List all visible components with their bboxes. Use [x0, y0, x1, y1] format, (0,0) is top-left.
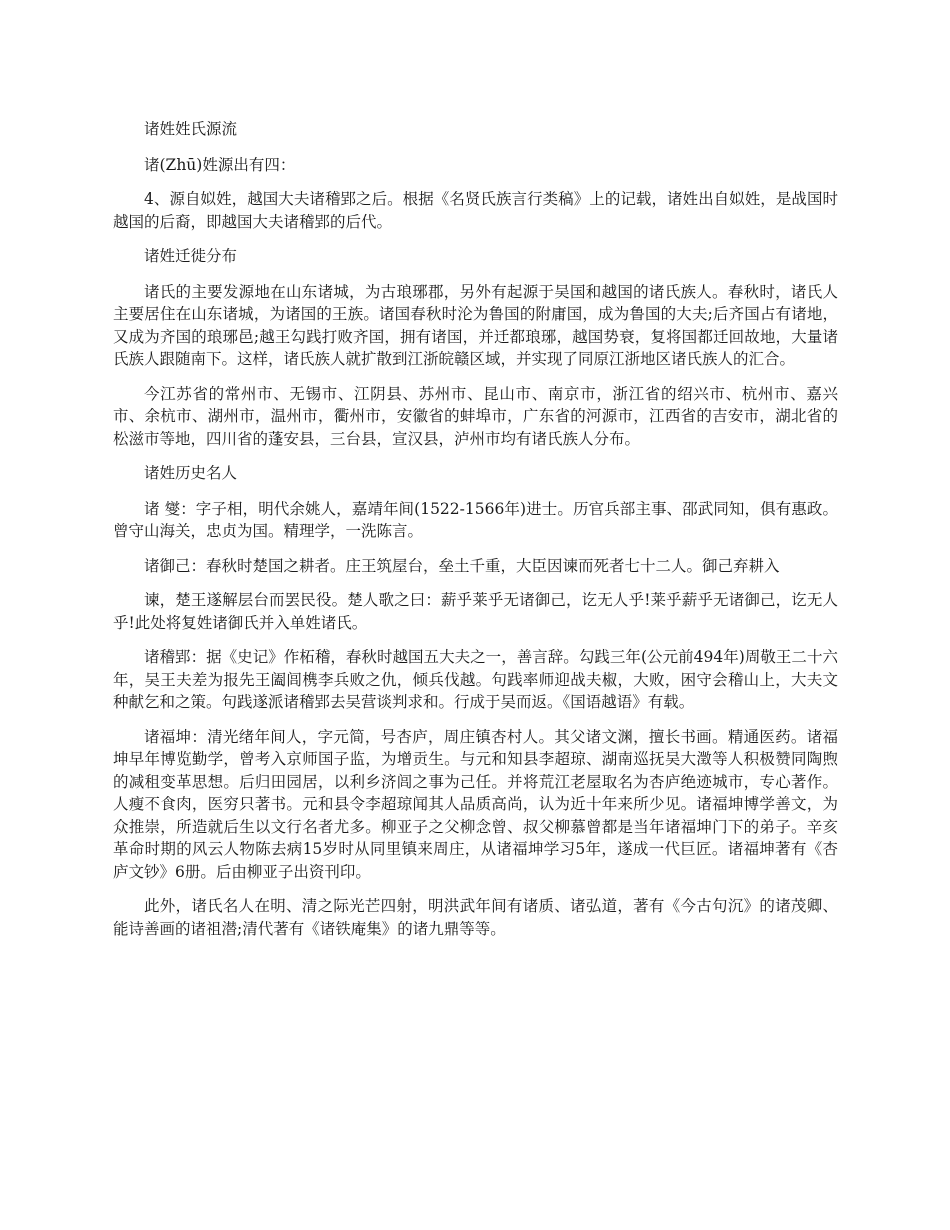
paragraph-other-notables: 此外，诸氏名人在明、清之际光芒四射，明洪武年间有诸质、诸弘道，著有《今古句沉》的诸茂卿、能诗善画的诸祖潜;清代著有《诸铁庵集》的诸九鼎等等。	[113, 897, 838, 938]
section-heading-famous-people: 诸姓历史名人	[144, 464, 238, 482]
paragraph-sources-intro: 诸(Zhū)姓源出有四：	[144, 155, 296, 174]
paragraph-source-4: 4、源自姒姓，越国大夫诸稽郢之后。根据《名贤氏族言行类稿》上的记载，诸姓出自姒姓，是战国时越国的后裔，即越国大夫诸稽郢的后代。	[113, 190, 838, 231]
paragraph-person-zhu-xie: 诸 燮：字子相，明代余姚人，嘉靖年间(1522-1566年)进士。历官兵部主事、邵武同知，俱有惠政。曾守山海关，忠贞为国。精理学，一洗陈言。	[113, 499, 838, 540]
document-page	[113, 118, 838, 952]
paragraph-distribution: 今江苏省的常州市、无锡市、江阴县、苏州市、昆山市、南京市，浙江省的绍兴市、杭州市、嘉兴市、余杭市、湖州市，温州市，衢州市，安徽省的蚌埠市，广东省的河源市，江西省的吉安市，湖北省的松滋市等地，四川省的蓬安县，三台县，宣汉县，泸州市均有诸氏族人分布。	[113, 384, 838, 448]
paragraph-person-zhu-yuji-cont: 谏，楚王遂解层台而罢民役。楚人歌之曰：薪乎莱乎无诸御己，讫无人乎!莱乎薪乎无诸御己，讫无人乎!此处将复姓诸御氏并入单姓诸氏。	[113, 591, 838, 632]
paragraph-migration-history: 诸氏的主要发源地在山东诸城，为古琅琊郡，另外有起源于吴国和越国的诸氏族人。春秋时，诸氏人主要居住在山东诸城，为诸国的王族。诸国春秋时沦为鲁国的附庸国，成为鲁国的大夫;后齐国占有诸地，又成为齐国的琅琊邑;越王勾践打败齐国，拥有诸国，并迁都琅琊，越国势衰，复将国都迁回故地，大量诸氏族人跟随南下。这样，诸氏族人就扩散到江浙皖赣区域，并实现了同原江浙地区诸氏族人的汇合。	[113, 282, 838, 368]
paragraph-person-zhu-fukun: 诸福坤：清光绪年间人，字元简，号杏庐，周庄镇杏村人。其父诸文渊，擅长书画。精通医药。诸福坤早年博览勤学，曾考入京师国子监，为增贡生。与元和知县李超琼、湖南巡抚吴大澂等人积极赞同陶煦的减租变革思想。后归田园居，以利乡济闾之事为己任。并将荒江老屋取名为杏庐绝迹城市，专心著作。人瘦不食肉，医穷只著书。元和县令李超琼闻其人品质高尚，认为近十年来所少见。诸福坤博学善文，为众推崇，所造就后生以文行名者尤多。柳亚子之父柳念曾、叔父柳慕曾都是当年诸福坤门下的弟子。辛亥革命时期的风云人物陈去病15岁时从同里镇来周庄，从诸福坤学习5年，遂成一代巨匠。诸福坤著有《杏庐文钞》6册。后由柳亚子出资刊印。	[113, 727, 838, 881]
paragraph-person-zhu-jiying: 诸稽郢：据《史记》作柘稽，春秋时越国五大夫之一，善言辞。勾践三年(公元前494年)周敬王二十六年，吴王夫差为报先王阖闾槜李兵败之仇，倾兵伐越。句践率师迎战夫椒，大败，困守会稽山上，大夫文种献乞和之策。句践遂派诸稽郢去吴营谈判求和。行成于吴而返。《国语越语》有载。	[113, 648, 838, 711]
section-heading-origin: 诸姓姓氏源流	[144, 120, 238, 138]
paragraph-person-zhu-yuji: 诸御己：春秋时楚国之耕者。庄王筑屋台，垒土千重，大臣因谏而死者七十二人。御己弃耕入	[144, 556, 780, 575]
section-heading-migration: 诸姓迁徙分布	[144, 247, 238, 265]
